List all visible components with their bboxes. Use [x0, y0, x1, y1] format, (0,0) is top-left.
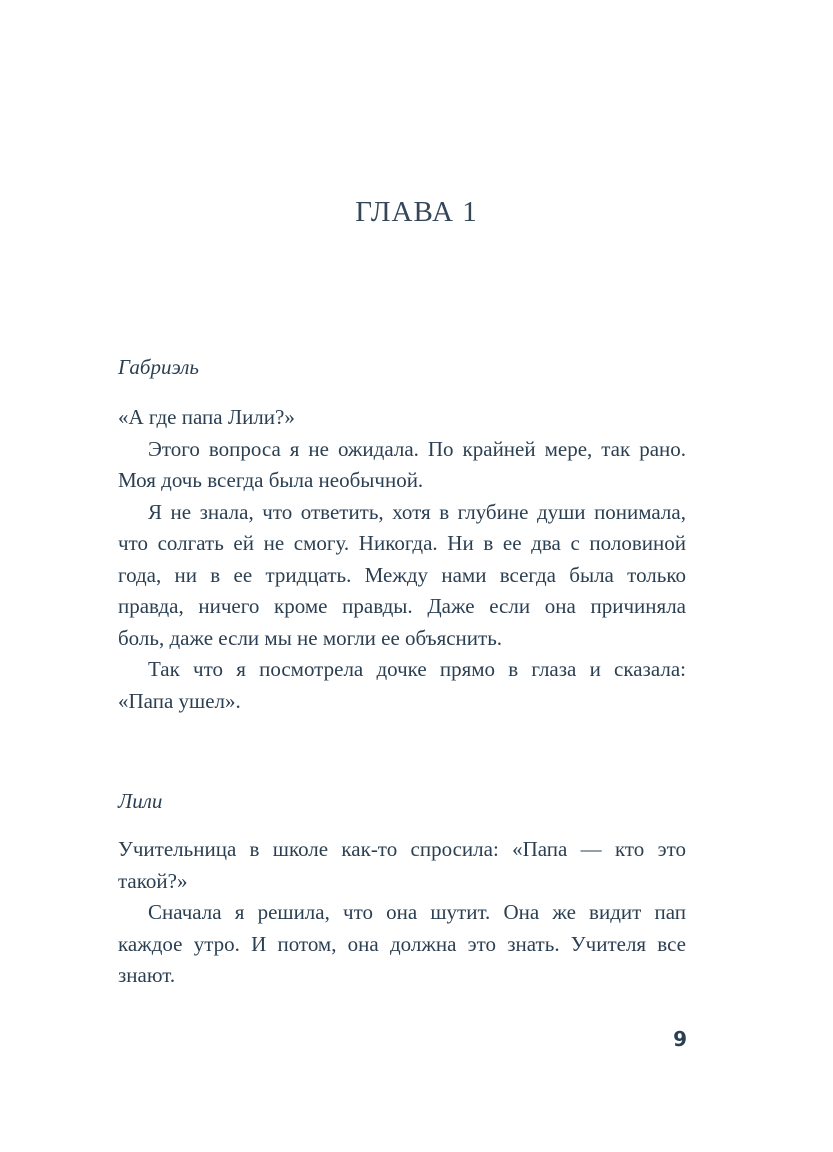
text-line: Учительница в школе как-то спросила: «Папа — кто это: [118, 837, 686, 861]
section-author-gabrielle: Габриэль: [118, 355, 199, 379]
text-line: каждое утро. И потом, она должна это знать. Учителя все: [118, 931, 686, 956]
section-text-lily: [118, 834, 686, 992]
text-line: правда, ничего кроме правды. Даже если она причиняла: [118, 594, 686, 618]
chapter-title: ГЛАВА 1: [355, 196, 478, 228]
text-line: «Папа ушел».: [118, 688, 241, 713]
text-line: Сначала я решила, что она шутит. Она же видит пап: [148, 900, 686, 924]
text-line: «А где папа Лили?»: [118, 405, 295, 429]
text-line: знают.: [118, 963, 176, 987]
text-line: Моя дочь всегда была необычной.: [118, 468, 424, 492]
text-line: что солгать ей не смогу. Никогда. Ни в ее два с половиной: [118, 531, 686, 555]
section-text-gabrielle: [118, 402, 686, 717]
text-line: Так что я посмотрела дочке прямо в глаза и сказала:: [148, 657, 686, 681]
text-line: года, ни в ее тридцать. Между нами всегда была только: [118, 562, 686, 587]
section-author-lily: Лили: [118, 789, 163, 813]
text-line: боль, даже если мы не могли ее объяснить.: [118, 625, 503, 650]
page-number: 9: [673, 1027, 687, 1051]
text-line: Этого вопроса я не ожидала. По крайней мере, так рано.: [148, 436, 686, 461]
text-line: такой?»: [118, 868, 188, 893]
text-line: Я не знала, что ответить, хотя в глубине души понимала,: [148, 499, 686, 524]
